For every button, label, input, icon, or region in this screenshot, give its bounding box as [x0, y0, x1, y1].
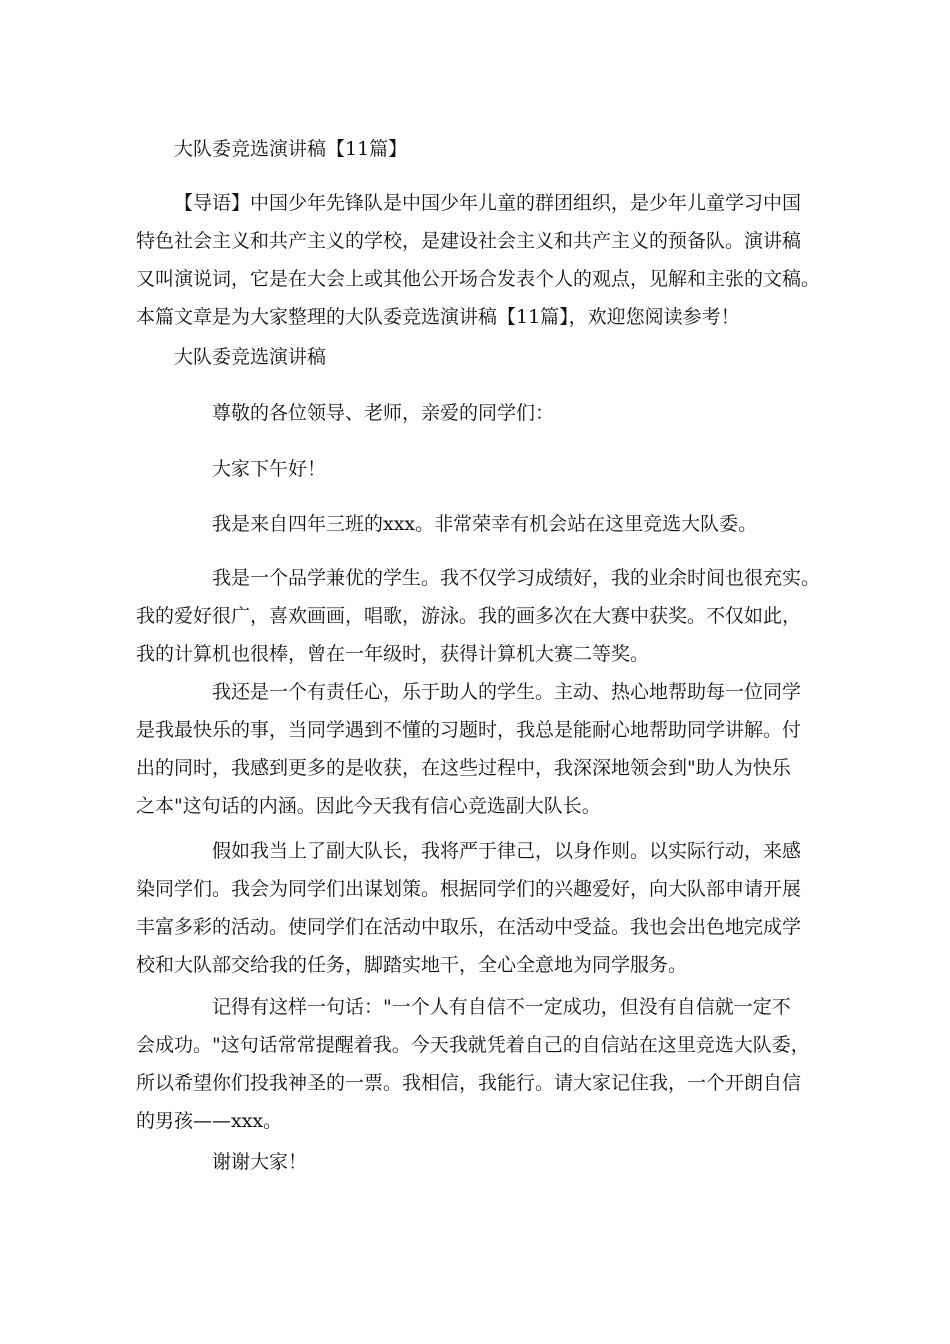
intro-line: 【导语】中国少年先锋队是中国少年儿童的群团组织，是少年儿童学习中国: [174, 192, 802, 214]
section-title: 大队委竞选演讲稿: [174, 346, 327, 368]
paragraph-1: [136, 566, 820, 680]
intro-line: 又叫演说词，它是在大会上或其他公开场合发表个人的观点，见解和主张的文稿。: [136, 268, 821, 290]
paragraph-line: 我是一个品学兼优的学生。我不仅学习成绩好，我的业余时间也很充实。: [212, 567, 821, 589]
intro-paragraph: [136, 191, 820, 343]
intro-line: 本篇文章是为大家整理的大队委竞选演讲稿【11篇】，欢迎您阅读参考！: [136, 306, 740, 328]
closing-line: 谢谢大家！: [212, 1151, 308, 1173]
paragraph-line: 染同学们。我会为同学们出谋划策。根据同学们的兴趣爱好，向大队部申请开展: [136, 878, 802, 900]
paragraph-line: 校和大队部交给我的任务，脚踏实地干，全心全意地为同学服务。: [136, 954, 688, 976]
hello-line: 大家下午好！: [212, 458, 327, 480]
document-title: 大队委竞选演讲稿【11篇】: [174, 138, 408, 160]
intro-line: 特色社会主义和共产主义的学校，是建设社会主义和共产主义的预备队。演讲稿: [136, 230, 802, 252]
greeting-line: 尊敬的各位领导、老师，亲爱的同学们：: [212, 402, 555, 424]
paragraph-4: [136, 995, 810, 1147]
paragraph-line: 假如我当上了副大队长，我将严于律己，以身作则。以实际行动，来感: [212, 840, 802, 862]
paragraph-2: [136, 680, 801, 832]
paragraph-line: 我还是一个有责任心，乐于助人的学生。主动、热心地帮助每一位同学: [212, 681, 802, 703]
paragraph-line: 丰富多彩的活动。使同学们在活动中取乐，在活动中受益。我也会出色地完成学: [136, 916, 802, 938]
paragraph-line: 出的同时，我感到更多的是收获，在这些过程中，我深深地领会到"助人为快乐: [136, 757, 791, 779]
self-intro-line: 我是来自四年三班的xxx。非常荣幸有机会站在这里竞选大队委。: [212, 513, 758, 535]
paragraph-line: 之本"这句话的内涵。因此今天我有信心竞选副大队长。: [136, 795, 601, 817]
paragraph-line: 会成功。"这句话常常提醒着我。今天我就凭着自己的自信站在这里竞选大队委，: [136, 1034, 810, 1056]
paragraph-line: 我的计算机也很棒，曾在一年级时，获得计算机大赛二等奖。: [136, 643, 650, 665]
paragraph-line: 的男孩——xxx。: [136, 1110, 283, 1132]
paragraph-line: 所以希望你们投我神圣的一票。我相信，我能行。请大家记住我，一个开朗自信: [136, 1072, 802, 1094]
paragraph-line: 是我最快乐的事，当同学遇到不懂的习题时，我总是能耐心地帮助同学讲解。付: [136, 719, 802, 741]
paragraph-line: 我的爱好很广，喜欢画画，唱歌，游泳。我的画多次在大赛中获奖。不仅如此，: [136, 605, 802, 627]
paragraph-line: 记得有这样一句话："一个人有自信不一定成功，但没有自信就一定不: [212, 996, 791, 1018]
paragraph-3: [136, 839, 801, 991]
